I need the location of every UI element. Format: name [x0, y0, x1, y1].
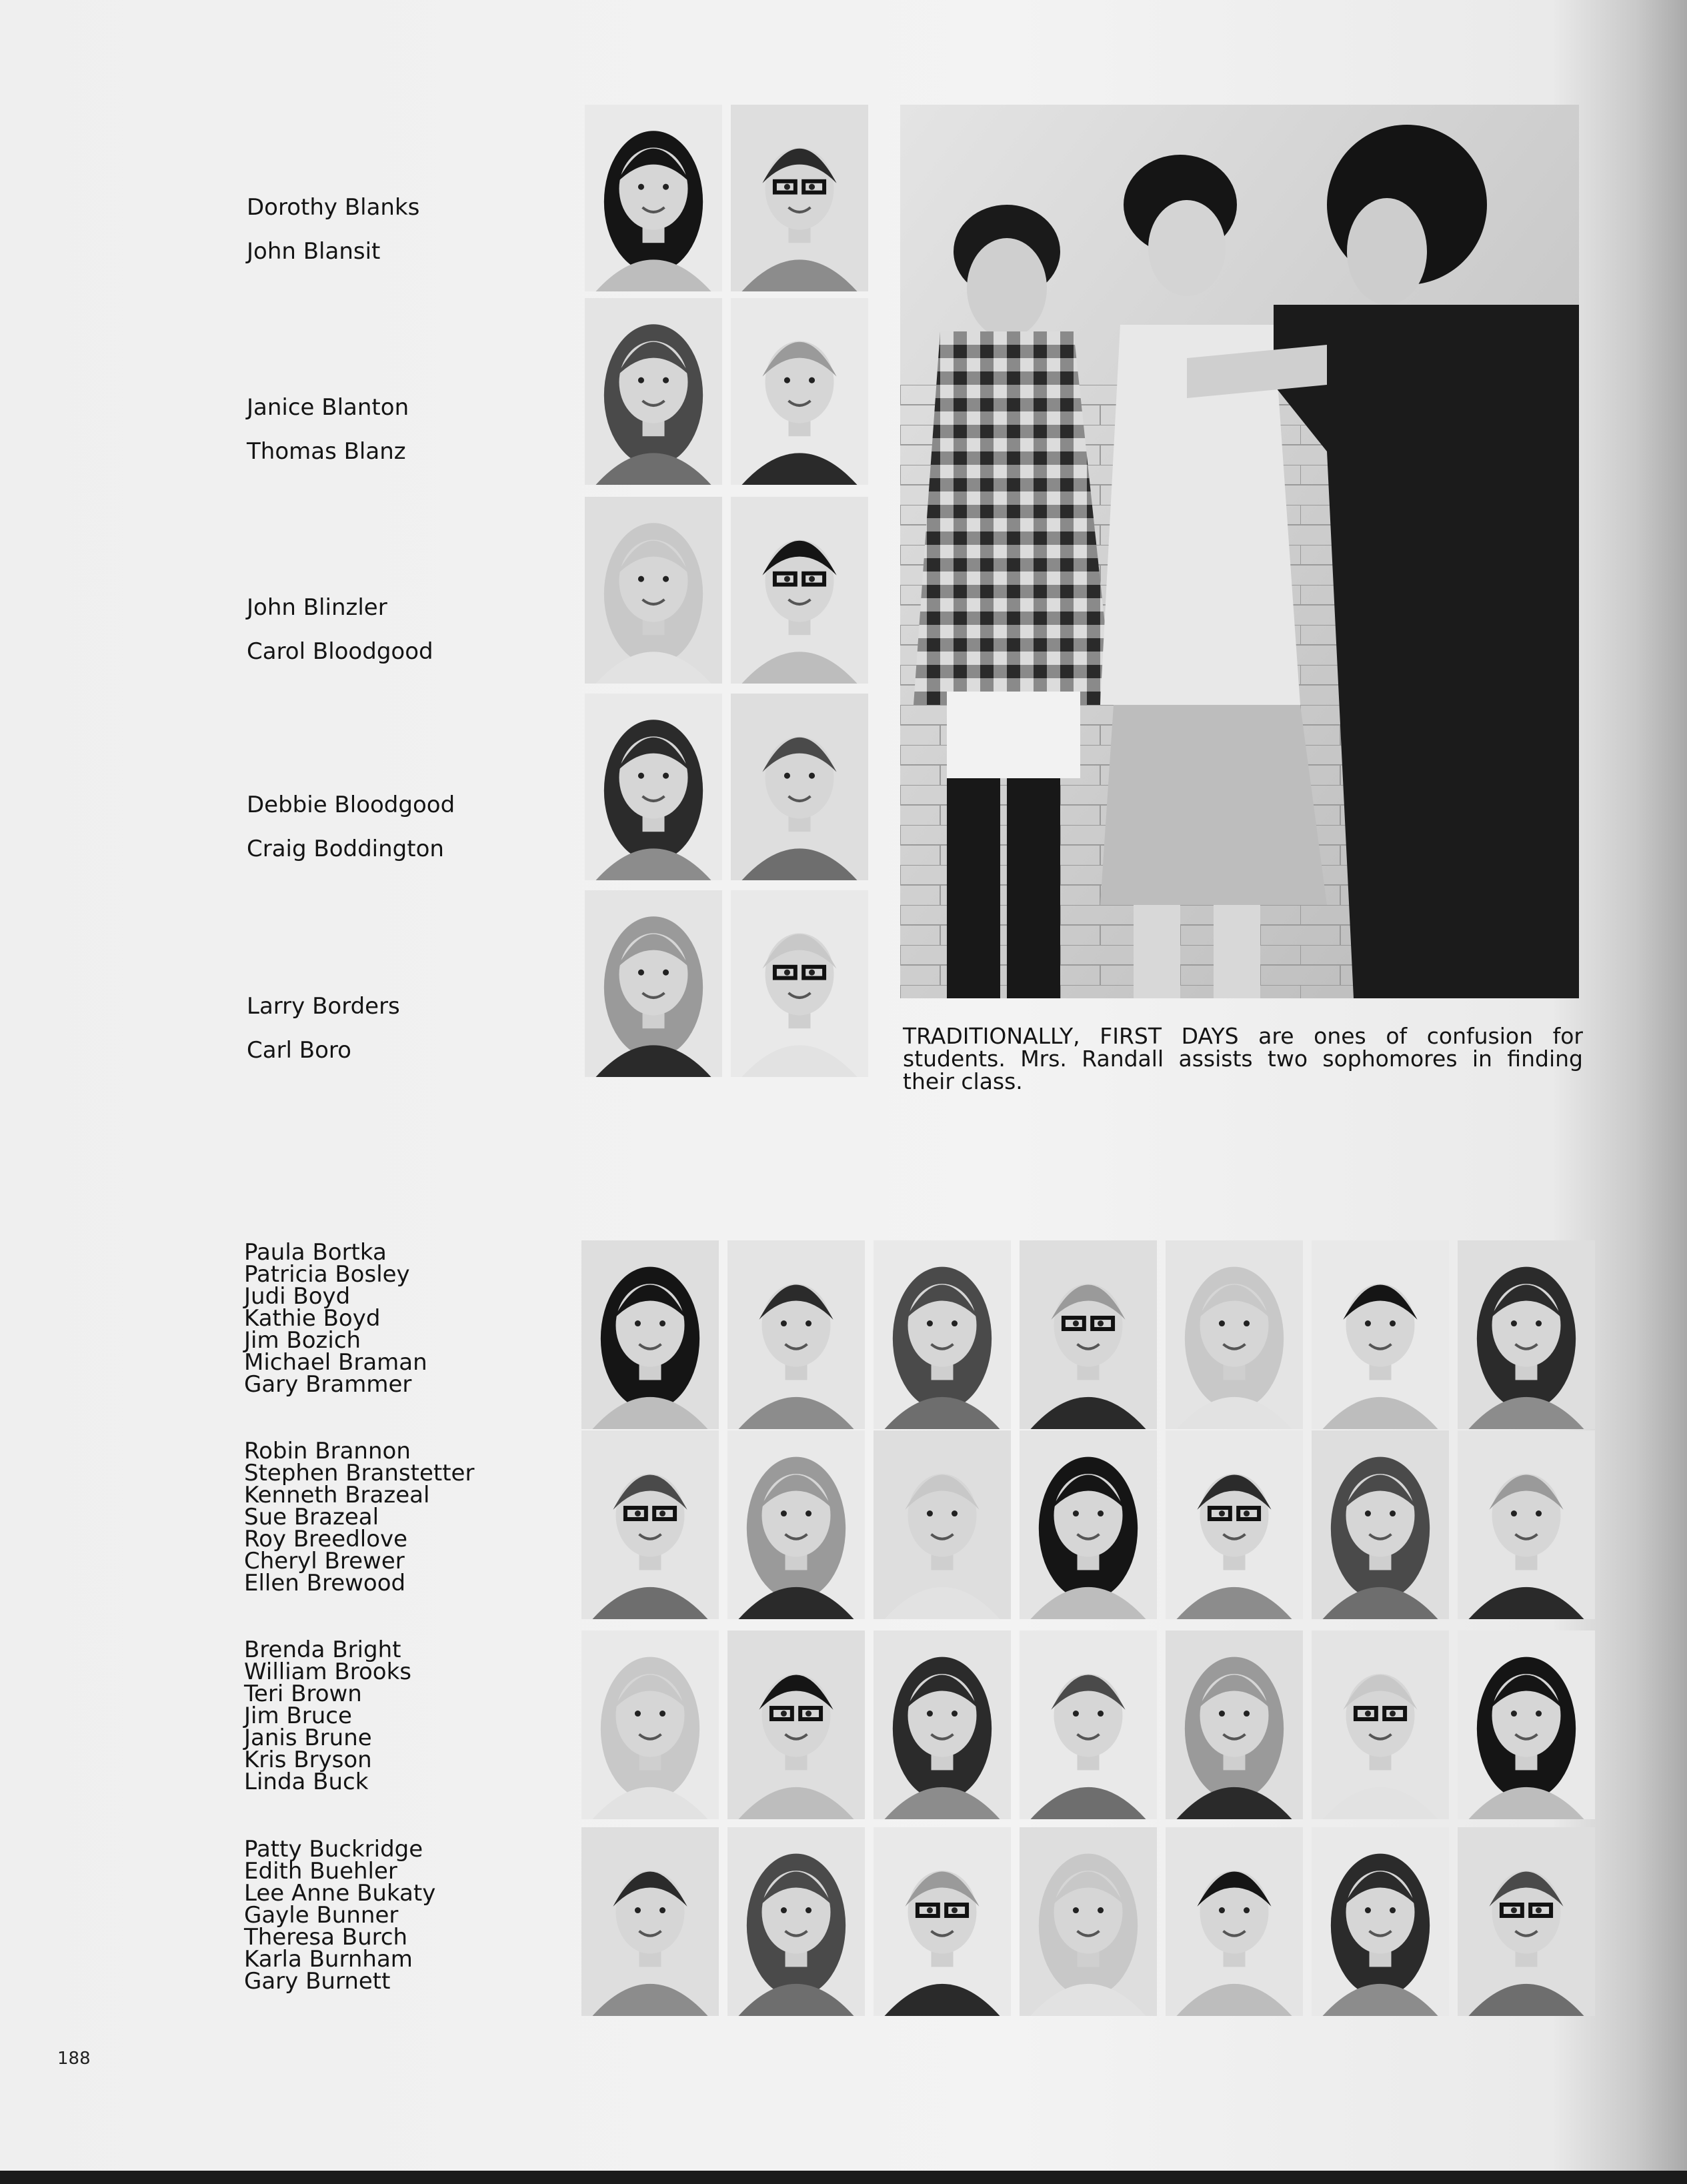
student-portrait-photo	[585, 694, 722, 880]
student-portrait-photo	[585, 105, 722, 291]
pair-label-4	[247, 772, 455, 882]
student-name: Linda Buck	[244, 1769, 369, 1795]
student-name: Roy Breedlove	[244, 1526, 408, 1552]
page-number: 188	[57, 2049, 91, 2069]
student-name: Kris Bryson	[244, 1747, 372, 1773]
student-name: Sue Brazeal	[244, 1504, 379, 1530]
feature-caption: TRADITIONALLY, FIRST DAYS are ones of confusion for students. Mrs. Randall assists two sophomores in finding their class.	[903, 1023, 1583, 1094]
student-name: Dorothy Blanks	[247, 194, 420, 221]
student-portrait-photo	[1458, 1827, 1595, 2016]
student-portrait-photo	[1166, 1240, 1303, 1429]
student-name: Larry Borders	[247, 993, 400, 1020]
group-label-2	[244, 1440, 474, 1594]
student-portrait-photo	[727, 1240, 865, 1429]
student-name: Jim Bruce	[244, 1703, 352, 1729]
student-portrait-photo	[1020, 1240, 1157, 1429]
student-name: Robin Brannon	[244, 1438, 411, 1464]
student-name: Ellen Brewood	[244, 1570, 406, 1596]
student-name: Patty Buckridge	[244, 1836, 423, 1863]
student-portrait-photo	[1458, 1430, 1595, 1619]
group-label-3	[244, 1636, 411, 1795]
student-name: Carl Boro	[247, 1037, 351, 1064]
student-name: Michael Braman	[244, 1349, 427, 1376]
student-name: Lee Anne Bukaty	[244, 1880, 436, 1907]
group-label-1	[244, 1239, 427, 1398]
student-name: William Brooks	[244, 1659, 411, 1685]
student-name: Gayle Bunner	[244, 1902, 399, 1929]
student-portrait-photo	[1312, 1240, 1449, 1429]
student-name: Patricia Bosley	[244, 1261, 410, 1288]
student-name: Teri Brown	[244, 1681, 362, 1707]
student-portrait-photo	[874, 1240, 1011, 1429]
student-name: Paula Bortka	[244, 1239, 387, 1266]
student-portrait-photo	[585, 497, 722, 684]
student-portrait-photo	[727, 1430, 865, 1619]
pair-label-3	[247, 575, 433, 685]
student-portrait-photo	[874, 1827, 1011, 2016]
student-portrait-photo	[581, 1240, 719, 1429]
student-portrait-photo	[874, 1430, 1011, 1619]
student-name: Edith Buehler	[244, 1858, 397, 1885]
student-portrait-photo	[731, 890, 868, 1077]
student-portrait-photo	[1312, 1430, 1449, 1619]
student-portrait-photo	[1458, 1630, 1595, 1819]
student-name: Brenda Bright	[244, 1636, 401, 1663]
student-portrait-photo	[731, 105, 868, 291]
pair-label-2	[247, 375, 409, 485]
pair-label-5	[247, 974, 400, 1084]
student-portrait-photo	[731, 497, 868, 684]
student-name: Jim Bozich	[244, 1327, 361, 1354]
student-name: Debbie Bloodgood	[247, 792, 455, 818]
scan-edge	[0, 2171, 1687, 2184]
student-name: Stephen Branstetter	[244, 1460, 475, 1486]
student-portrait-photo	[581, 1827, 719, 2016]
photo-of-teacher-and-two-students-icon	[900, 105, 1579, 998]
student-portrait-photo	[1458, 1240, 1595, 1429]
student-name: Karla Burnham	[244, 1946, 413, 1973]
student-name: Gary Brammer	[244, 1371, 412, 1398]
student-name: Craig Boddington	[247, 836, 444, 862]
student-name: Judi Boyd	[244, 1283, 351, 1310]
student-name: John Blinzler	[247, 594, 387, 621]
student-name: John Blansit	[247, 238, 381, 265]
student-name: Cheryl Brewer	[244, 1548, 405, 1574]
student-name: Janis Brune	[244, 1725, 372, 1751]
student-name: Gary Burnett	[244, 1968, 391, 1995]
student-name: Carol Bloodgood	[247, 638, 433, 665]
feature-photo	[900, 105, 1579, 998]
group-label-4	[244, 1836, 436, 1995]
student-portrait-photo	[727, 1630, 865, 1819]
student-portrait-photo	[1166, 1630, 1303, 1819]
student-portrait-photo	[581, 1630, 719, 1819]
student-name: Theresa Burch	[244, 1924, 408, 1951]
student-name: Kenneth Brazeal	[244, 1482, 430, 1508]
student-portrait-photo	[1312, 1827, 1449, 2016]
pair-label-1	[247, 175, 419, 285]
student-name: Janice Blanton	[247, 394, 409, 421]
student-name: Kathie Boyd	[244, 1305, 381, 1332]
student-portrait-photo	[1020, 1827, 1157, 2016]
student-portrait-photo	[727, 1827, 865, 2016]
student-portrait-photo	[585, 890, 722, 1077]
student-portrait-photo	[1020, 1430, 1157, 1619]
student-portrait-photo	[1166, 1827, 1303, 2016]
student-portrait-photo	[1020, 1630, 1157, 1819]
student-portrait-photo	[731, 298, 868, 485]
student-name: Thomas Blanz	[247, 438, 406, 465]
student-portrait-photo	[585, 298, 722, 485]
student-portrait-photo	[581, 1430, 719, 1619]
student-portrait-photo	[874, 1630, 1011, 1819]
student-portrait-photo	[1312, 1630, 1449, 1819]
student-portrait-photo	[1166, 1430, 1303, 1619]
student-portrait-photo	[731, 694, 868, 880]
